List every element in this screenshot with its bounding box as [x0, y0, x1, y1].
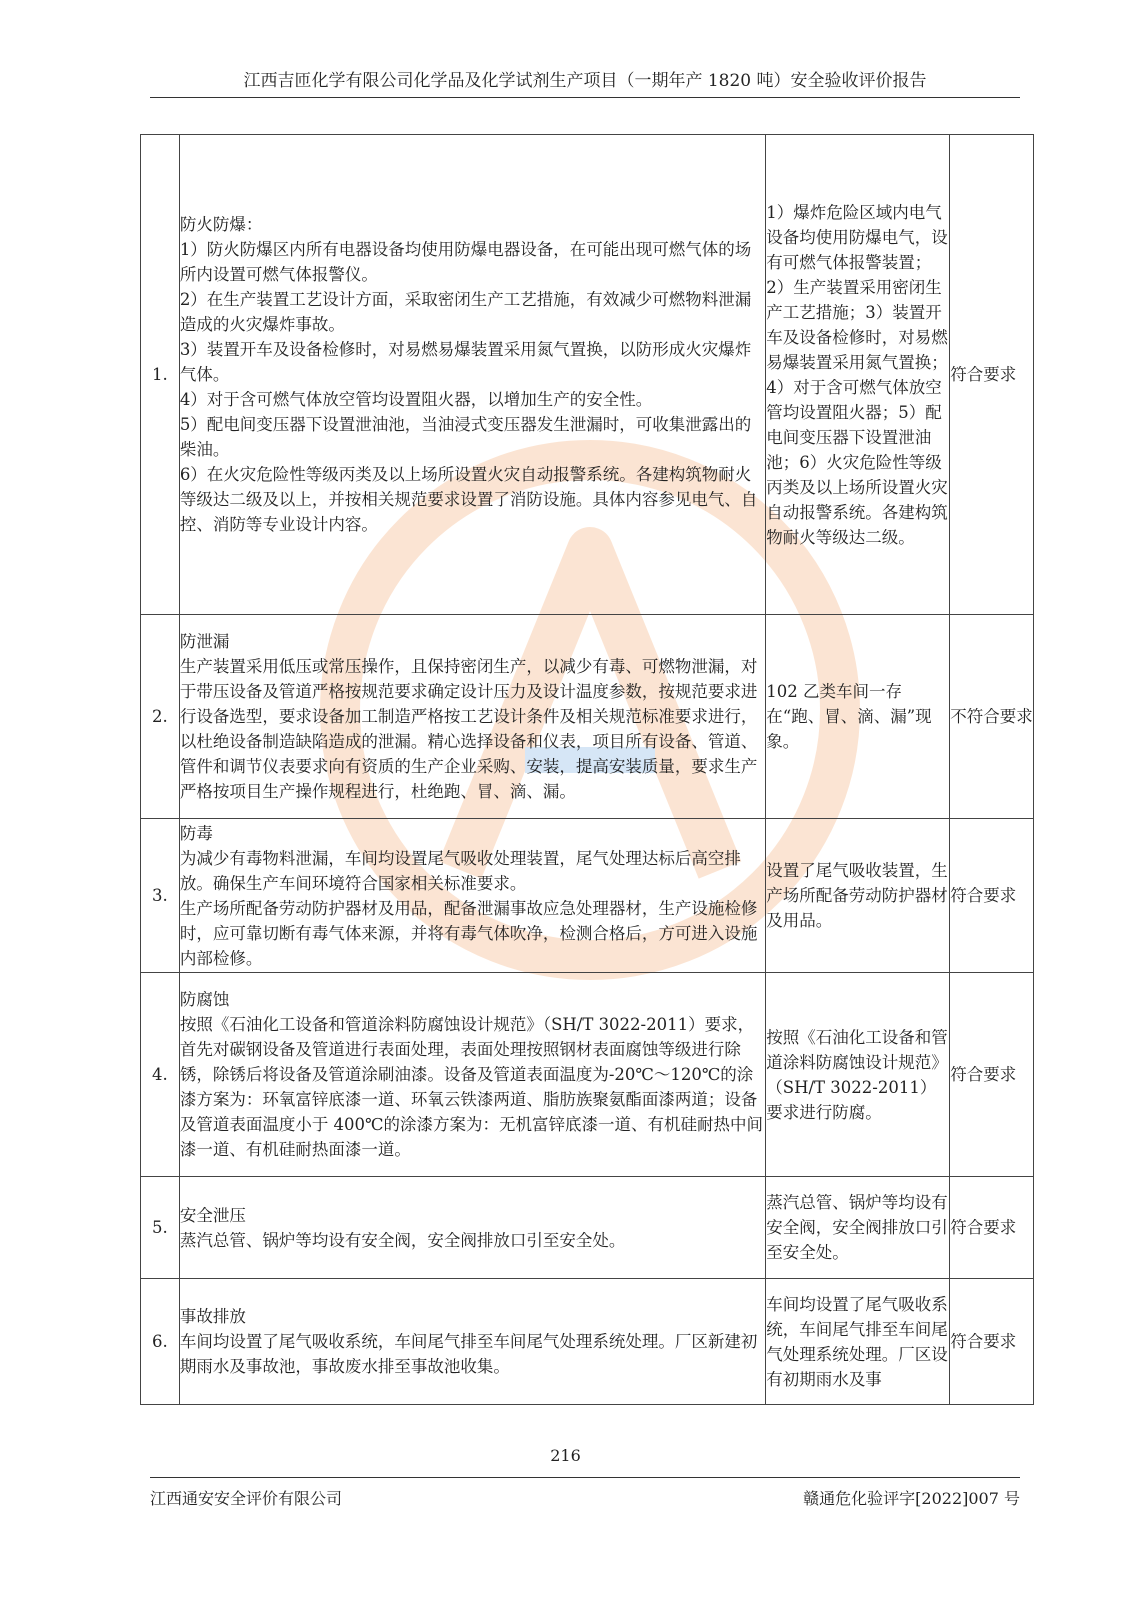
inspection-result: 蒸汽总管、锅炉等均设有安全阀，安全阀排放口引至安全处。	[766, 1177, 950, 1279]
inspection-result: 设置了尾气吸收装置，生产场所配备劳动防护器材及用品。	[766, 819, 950, 973]
measure-line: 6）在火灾危险性等级丙类及以上场所设置火灾自动报警系统。各建构筑物耐火等级达二级及以上，并按相关规范要求设置了消防设施。具体内容参见电气、自控、消防等专业设计内容。	[179, 465, 758, 534]
measure-title: 事故排放	[179, 1307, 246, 1326]
table-row	[141, 819, 1034, 973]
verdict-cell: 不符合要求	[950, 615, 1034, 819]
verdict-cell: 符合要求	[950, 135, 1034, 615]
row-number: 4.	[141, 973, 180, 1177]
measure-title: 防腐蚀	[179, 990, 230, 1009]
measure-title: 防火防爆：	[179, 215, 263, 234]
row-number: 2.	[141, 615, 180, 819]
header-rule	[150, 97, 1020, 98]
measure-content	[179, 615, 765, 819]
verdict-cell: 符合要求	[950, 819, 1034, 973]
table-row	[141, 615, 1034, 819]
row-number: 5.	[141, 1177, 180, 1279]
measure-line: 蒸汽总管、锅炉等均设有安全阀，安全阀排放口引至安全处。	[179, 1230, 626, 1250]
measure-line: 生产场所配备劳动防护器材及用品，配备泄漏事故应急处理器材，生产设施检修时，应可靠切断有毒气体来源，并将有毒气体吹净，检测合格后，方可进入设施内部检修。	[179, 898, 758, 968]
measure-title: 防泄漏	[179, 632, 230, 651]
measure-line: 1）防火防爆区内所有电器设备均使用防爆电器设备，在可能出现可燃气体的场所内设置可燃气体报警仪。	[179, 240, 752, 284]
measure-title: 安全泄压	[179, 1205, 246, 1225]
inspection-result: 1）爆炸危险区域内电气设备均使用防爆电气，设有可燃气体报警装置；2）生产装置采用密闭生产工艺措施；3）装置开车及设备检修时，对易燃易爆装置采用氮气置换；4）对于含可燃气体放空管均设置阻火器；5）配电间变压器下设置泄油池；6）火灾危险性等级丙类及以上场所设置火灾自动报警系统。各建构筑物耐火等级达二级。	[766, 135, 950, 615]
measure-line: 车间均设置了尾气吸收系统，车间尾气排至车间尾气处理系统处理。厂区新建初期雨水及事故池，事故废水排至事故池收集。	[179, 1332, 758, 1376]
row-number: 6.	[141, 1279, 180, 1405]
inspection-result: 102 乙类车间一存在“跑、冒、滴、漏”现象。	[766, 615, 950, 819]
measure-content	[179, 819, 765, 973]
measure-line: 2）在生产装置工艺设计方面，采取密闭生产工艺措施，有效减少可燃物料泄漏造成的火灾爆炸事故。	[179, 290, 752, 334]
measure-content	[179, 135, 765, 615]
measure-line: 5）配电间变压器下设置泄油池，当油浸式变压器发生泄漏时，可收集泄露出的柴油。	[179, 415, 752, 459]
table-row	[141, 973, 1034, 1177]
table-row	[141, 1177, 1034, 1279]
measure-content	[179, 973, 765, 1177]
measure-line: 3）装置开车及设备检修时，对易燃易爆装置采用氮气置换，以防形成火灾爆炸气体。	[179, 340, 752, 384]
measure-content	[179, 1279, 765, 1405]
measure-title: 防毒	[179, 823, 213, 843]
page-number: 216	[550, 1446, 581, 1465]
table-row	[141, 1279, 1034, 1405]
verdict-cell: 符合要求	[950, 1279, 1034, 1405]
inspection-result: 车间均设置了尾气吸收系统，车间尾气排至车间尾气处理系统处理。厂区设有初期雨水及事	[766, 1279, 950, 1405]
footer-company: 江西通安安全评价有限公司	[150, 1489, 343, 1508]
footer-rule	[150, 1477, 1020, 1478]
verdict-cell: 符合要求	[950, 973, 1034, 1177]
measure-line: 为减少有毒物料泄漏，车间均设置尾气吸收处理装置，尾气处理达标后高空排放。确保生产车间环境符合国家相关标准要求。	[179, 848, 741, 893]
row-number: 3.	[141, 819, 180, 973]
safety-measures-table	[140, 134, 1034, 1405]
row-number: 1.	[141, 135, 180, 615]
table-row	[141, 135, 1034, 615]
measure-content	[179, 1177, 765, 1279]
measure-line: 生产装置采用低压或常压操作，且保持密闭生产，以减少有毒、可燃物泄漏，对于带压设备及管道严格按规范要求确定设计压力及设计温度参数，按规范要求进行设备选型，要求设备加工制造严格按工艺设计条件及相关规范标准要求进行，以杜绝设备制造缺陷造成的泄漏。精心选择设备和仪表，项目所有设备、管道、管件和调节仪表要求向有资质的生产企业采购、安装，提高安装质量，要求生产严格按项目生产操作规程进行，杜绝跑、冒、滴、漏。	[179, 657, 758, 801]
measure-line: 按照《石油化工设备和管道涂料防腐蚀设计规范》（SH/T 3022-2011）要求，首先对碳钢设备及管道进行表面处理，表面处理按照钢材表面腐蚀等级进行除锈，除锈后将设备及管道涂刷油漆。设备及管道表面温度为-20℃～120℃的涂漆方案为：环氧富锌底漆一道、环氧云铁漆两道、脂肪族聚氨酯面漆两道；设备及管道表面温度小于 400℃的涂漆方案为：无机富锌底漆一道、有机硅耐热中间漆一道、有机硅耐热面漆一道。	[179, 1015, 764, 1159]
verdict-cell: 符合要求	[950, 1177, 1034, 1279]
page-header-title: 江西吉匝化学有限公司化学品及化学试剂生产项目（一期年产 1820 吨）安全验收评价报告	[243, 71, 927, 91]
footer-doc-number: 赣通危化验评字[2022]007 号	[803, 1489, 1020, 1508]
inspection-result: 按照《石油化工设备和管道涂料防腐蚀设计规范》（SH/T 3022-2011）要求进行防腐。	[766, 973, 950, 1177]
measure-line: 4）对于含可燃气体放空管均设置阻火器，以增加生产的安全性。	[179, 390, 653, 409]
